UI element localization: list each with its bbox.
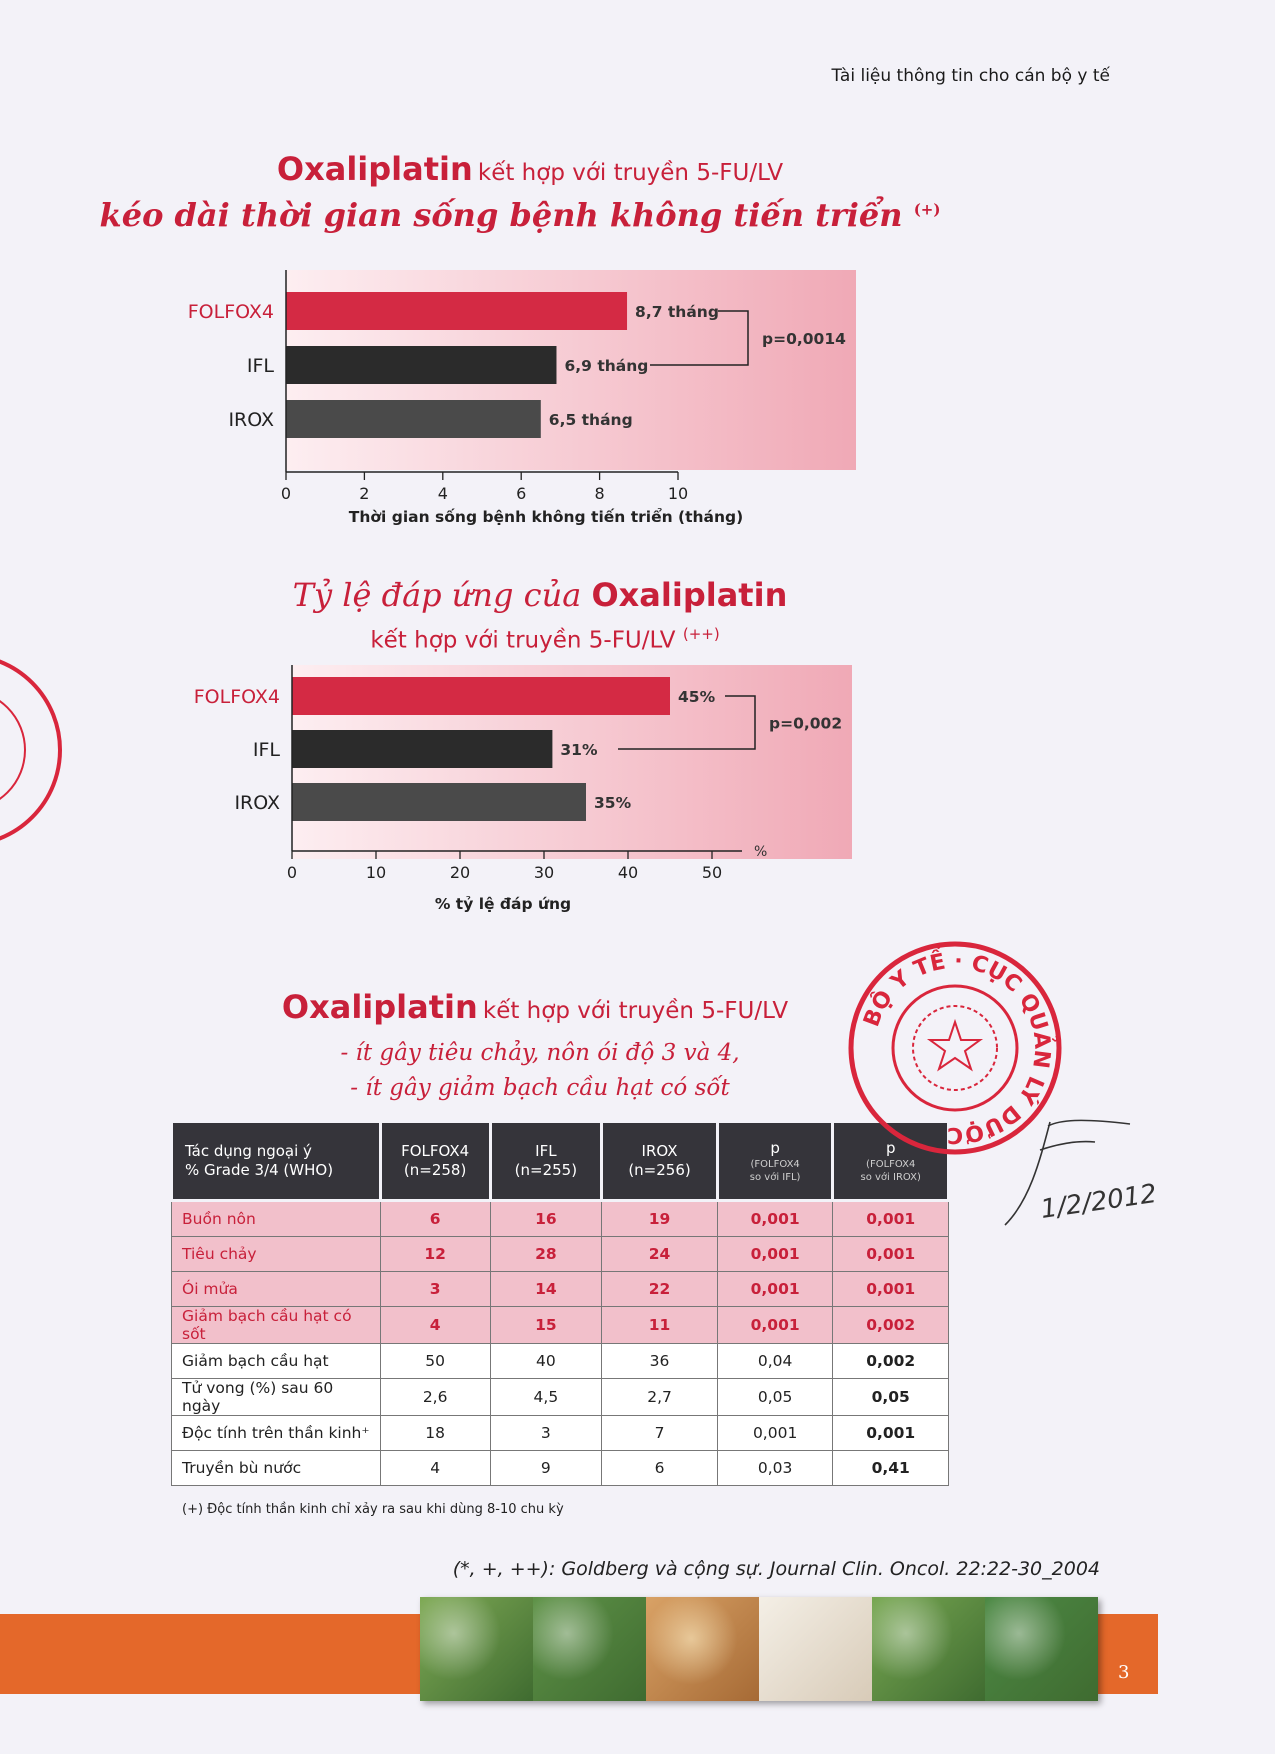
table-cell: 0,001	[717, 1272, 833, 1307]
table-cell: 2,7	[602, 1379, 718, 1416]
section3-title-drug: Oxaliplatin	[281, 988, 478, 1026]
row-label: Giảm bạch cầu hạt	[172, 1344, 381, 1379]
table-cell: 0,05	[833, 1379, 949, 1416]
table-cell: 4,5	[490, 1379, 602, 1416]
table-header-label: IFL (n=255)	[514, 1142, 578, 1179]
x-tick-label: 50	[701, 863, 723, 882]
citation: (*, +, ++): Goldberg và cộng sự. Journal Clin. Oncol. 22:22-30_2004	[452, 1558, 1100, 1580]
table-cell: 2,6	[380, 1379, 490, 1416]
table-cell: 12	[380, 1237, 490, 1272]
table-row	[172, 1237, 949, 1272]
x-tick-label: 0	[280, 484, 292, 503]
row-label: Buồn nôn	[172, 1201, 381, 1237]
table-cell: 0,001	[717, 1416, 833, 1451]
stamp-text: BỘ Y TẾ · CỤC QUẢN LÝ DƯỢC	[859, 948, 1055, 1148]
table-cell: 28	[490, 1237, 602, 1272]
section2-title-drug: Oxaliplatin	[591, 576, 788, 614]
photo-tile	[646, 1597, 759, 1701]
x-tick-label: 8	[594, 484, 605, 503]
table-cell: 0,03	[717, 1451, 833, 1486]
table-cell: 19	[602, 1201, 718, 1237]
x-tick-label: 30	[533, 863, 555, 882]
table-cell: 4	[380, 1307, 490, 1344]
table-header-cell	[172, 1122, 381, 1201]
table-header-sublabel: (FOLFOX4 so với IFL)	[749, 1158, 801, 1183]
data-label: 8,7 tháng	[635, 303, 719, 321]
table-row	[172, 1201, 949, 1237]
data-label: 6,5 tháng	[548, 411, 633, 429]
axis-unit: %	[754, 844, 768, 860]
table-row	[172, 1451, 949, 1486]
p-value-annotation: p=0,002	[769, 714, 843, 733]
table-cell: 6	[602, 1451, 718, 1486]
table-header-row	[172, 1122, 949, 1201]
table-header-sublabel: (FOLFOX4 so với IROX)	[860, 1158, 921, 1183]
photo-tile	[985, 1597, 1098, 1701]
table-cell: 0,001	[833, 1416, 949, 1451]
row-label: Độc tính trên thần kinh⁺	[172, 1416, 381, 1451]
section3-title-rest: kết hợp với truyền 5-FU/LV	[482, 998, 789, 1024]
photo-strip	[420, 1597, 1098, 1701]
signature	[1000, 1110, 1200, 1240]
section1-title-drug: Oxaliplatin	[276, 150, 473, 188]
table-cell: 0,05	[717, 1379, 833, 1416]
table-cell: 0,001	[833, 1272, 949, 1307]
photo-tile	[759, 1597, 872, 1701]
table-header-label: Tác dụng ngoại ý % Grade 3/4 (WHO)	[185, 1142, 334, 1179]
section3-line2: - ít gây giảm bạch cầu hạt có sốt	[350, 1075, 730, 1101]
table-cell: 9	[490, 1451, 602, 1486]
x-tick-label: 10	[667, 484, 689, 503]
table-cell: 0,001	[833, 1237, 949, 1272]
row-label: Tử vong (%) sau 60 ngày	[172, 1379, 381, 1416]
p-value-annotation: p=0,0014	[762, 330, 846, 348]
table-header-label: IROX (n=256)	[628, 1142, 691, 1179]
data-label: 35%	[594, 794, 632, 812]
table-cell: 4	[380, 1451, 490, 1486]
section2-subtitle-mark: (++)	[682, 625, 720, 643]
table-header-cell	[602, 1122, 718, 1201]
section1-subtitle	[0, 196, 1040, 234]
table-cell: 0,002	[833, 1344, 949, 1379]
category-label: IFL	[252, 739, 280, 761]
adverse-events-table	[170, 1120, 950, 1486]
row-label: Tiêu chảy	[172, 1237, 381, 1272]
page-number: 3	[1118, 1662, 1130, 1683]
data-label: 45%	[678, 688, 716, 706]
bar-ifl	[292, 730, 552, 768]
section2-title-italic: Tỷ lệ đáp ứng của	[292, 576, 582, 614]
x-tick-label: 40	[617, 863, 639, 882]
table-header-label: p	[885, 1138, 896, 1157]
table-header-cell	[717, 1122, 833, 1201]
section2-title	[0, 576, 1080, 614]
data-label: 6,9 tháng	[564, 357, 649, 375]
x-tick-label: 20	[449, 863, 471, 882]
section2-subtitle-text: kết hợp với truyền 5-FU/LV	[370, 627, 676, 654]
table-cell: 18	[380, 1416, 490, 1451]
table-row	[172, 1379, 949, 1416]
category-label: FOLFOX4	[193, 686, 280, 708]
table-row	[172, 1307, 949, 1344]
x-axis-title: % tỷ lệ đáp ứng	[434, 895, 572, 913]
table-cell: 3	[490, 1416, 602, 1451]
table-row	[172, 1344, 949, 1379]
bar-folfox4	[286, 292, 627, 330]
bar-ifl	[286, 346, 556, 384]
table-cell: 24	[602, 1237, 718, 1272]
signature-date: 1/2/2012	[1038, 1178, 1159, 1225]
x-tick-label: 4	[437, 484, 448, 503]
table-header-label: FOLFOX4 (n=258)	[401, 1142, 470, 1179]
section3-line1: - ít gây tiêu chảy, nôn ói độ 3 và 4,	[340, 1040, 740, 1066]
table-cell: 0,001	[717, 1307, 833, 1344]
table-cell: 0,04	[717, 1344, 833, 1379]
table-cell: 7	[602, 1416, 718, 1451]
table-header-label: p	[770, 1138, 780, 1157]
footnote: (+) Độc tính thần kinh chỉ xảy ra sau khi dùng 8-10 chu kỳ	[182, 1502, 564, 1517]
table-cell: 0,41	[833, 1451, 949, 1486]
row-label: Truyền bù nước	[172, 1451, 381, 1486]
table-cell: 50	[380, 1344, 490, 1379]
section1-subtitle-mark: (+)	[913, 200, 941, 219]
section1-title-rest: kết hợp với truyền 5-FU/LV	[477, 160, 784, 186]
photo-tile	[872, 1597, 985, 1701]
table-cell: 36	[602, 1344, 718, 1379]
data-label: 31%	[560, 741, 598, 759]
table-header-cell	[490, 1122, 602, 1201]
table-cell: 11	[602, 1307, 718, 1344]
category-label: IFL	[246, 355, 274, 377]
table-cell: 0,001	[717, 1201, 833, 1237]
bar-irox	[292, 783, 586, 821]
photo-tile	[420, 1597, 533, 1701]
section1-title	[0, 150, 1060, 188]
category-label: IROX	[234, 792, 280, 814]
table-cell: 15	[490, 1307, 602, 1344]
row-label: Giảm bạch cầu hạt có sốt	[172, 1307, 381, 1344]
table-row	[172, 1272, 949, 1307]
x-tick-label: 2	[359, 484, 370, 503]
table-header-cell	[380, 1122, 490, 1201]
bar-folfox4	[292, 677, 670, 715]
table-cell: 22	[602, 1272, 718, 1307]
row-label: Ói mửa	[172, 1272, 381, 1307]
edge-stamp	[0, 650, 75, 850]
table-cell: 0,001	[833, 1201, 949, 1237]
table-cell: 40	[490, 1344, 602, 1379]
response-rate-bar-chart	[150, 655, 870, 915]
photo-tile	[533, 1597, 646, 1701]
header-note: Tài liệu thông tin cho cán bộ y tế	[831, 66, 1110, 86]
x-tick-label: 10	[365, 863, 387, 882]
table-row	[172, 1416, 949, 1451]
x-tick-label: 6	[516, 484, 527, 503]
table-cell: 3	[380, 1272, 490, 1307]
table-cell: 0,002	[833, 1307, 949, 1344]
category-label: FOLFOX4	[187, 301, 274, 323]
x-axis-title: Thời gian sống bệnh không tiến triển (tháng)	[348, 508, 744, 526]
bar-irox	[286, 400, 541, 438]
category-label: IROX	[228, 409, 274, 431]
pfs-bar-chart	[150, 260, 870, 530]
section1-subtitle-text: kéo dài thời gian sống bệnh không tiến triển	[99, 196, 903, 234]
x-tick-label: 0	[286, 863, 298, 882]
table-cell: 16	[490, 1201, 602, 1237]
section2-subtitle	[0, 625, 1090, 654]
table-cell: 6	[380, 1201, 490, 1237]
table-cell: 0,001	[717, 1237, 833, 1272]
table-cell: 14	[490, 1272, 602, 1307]
